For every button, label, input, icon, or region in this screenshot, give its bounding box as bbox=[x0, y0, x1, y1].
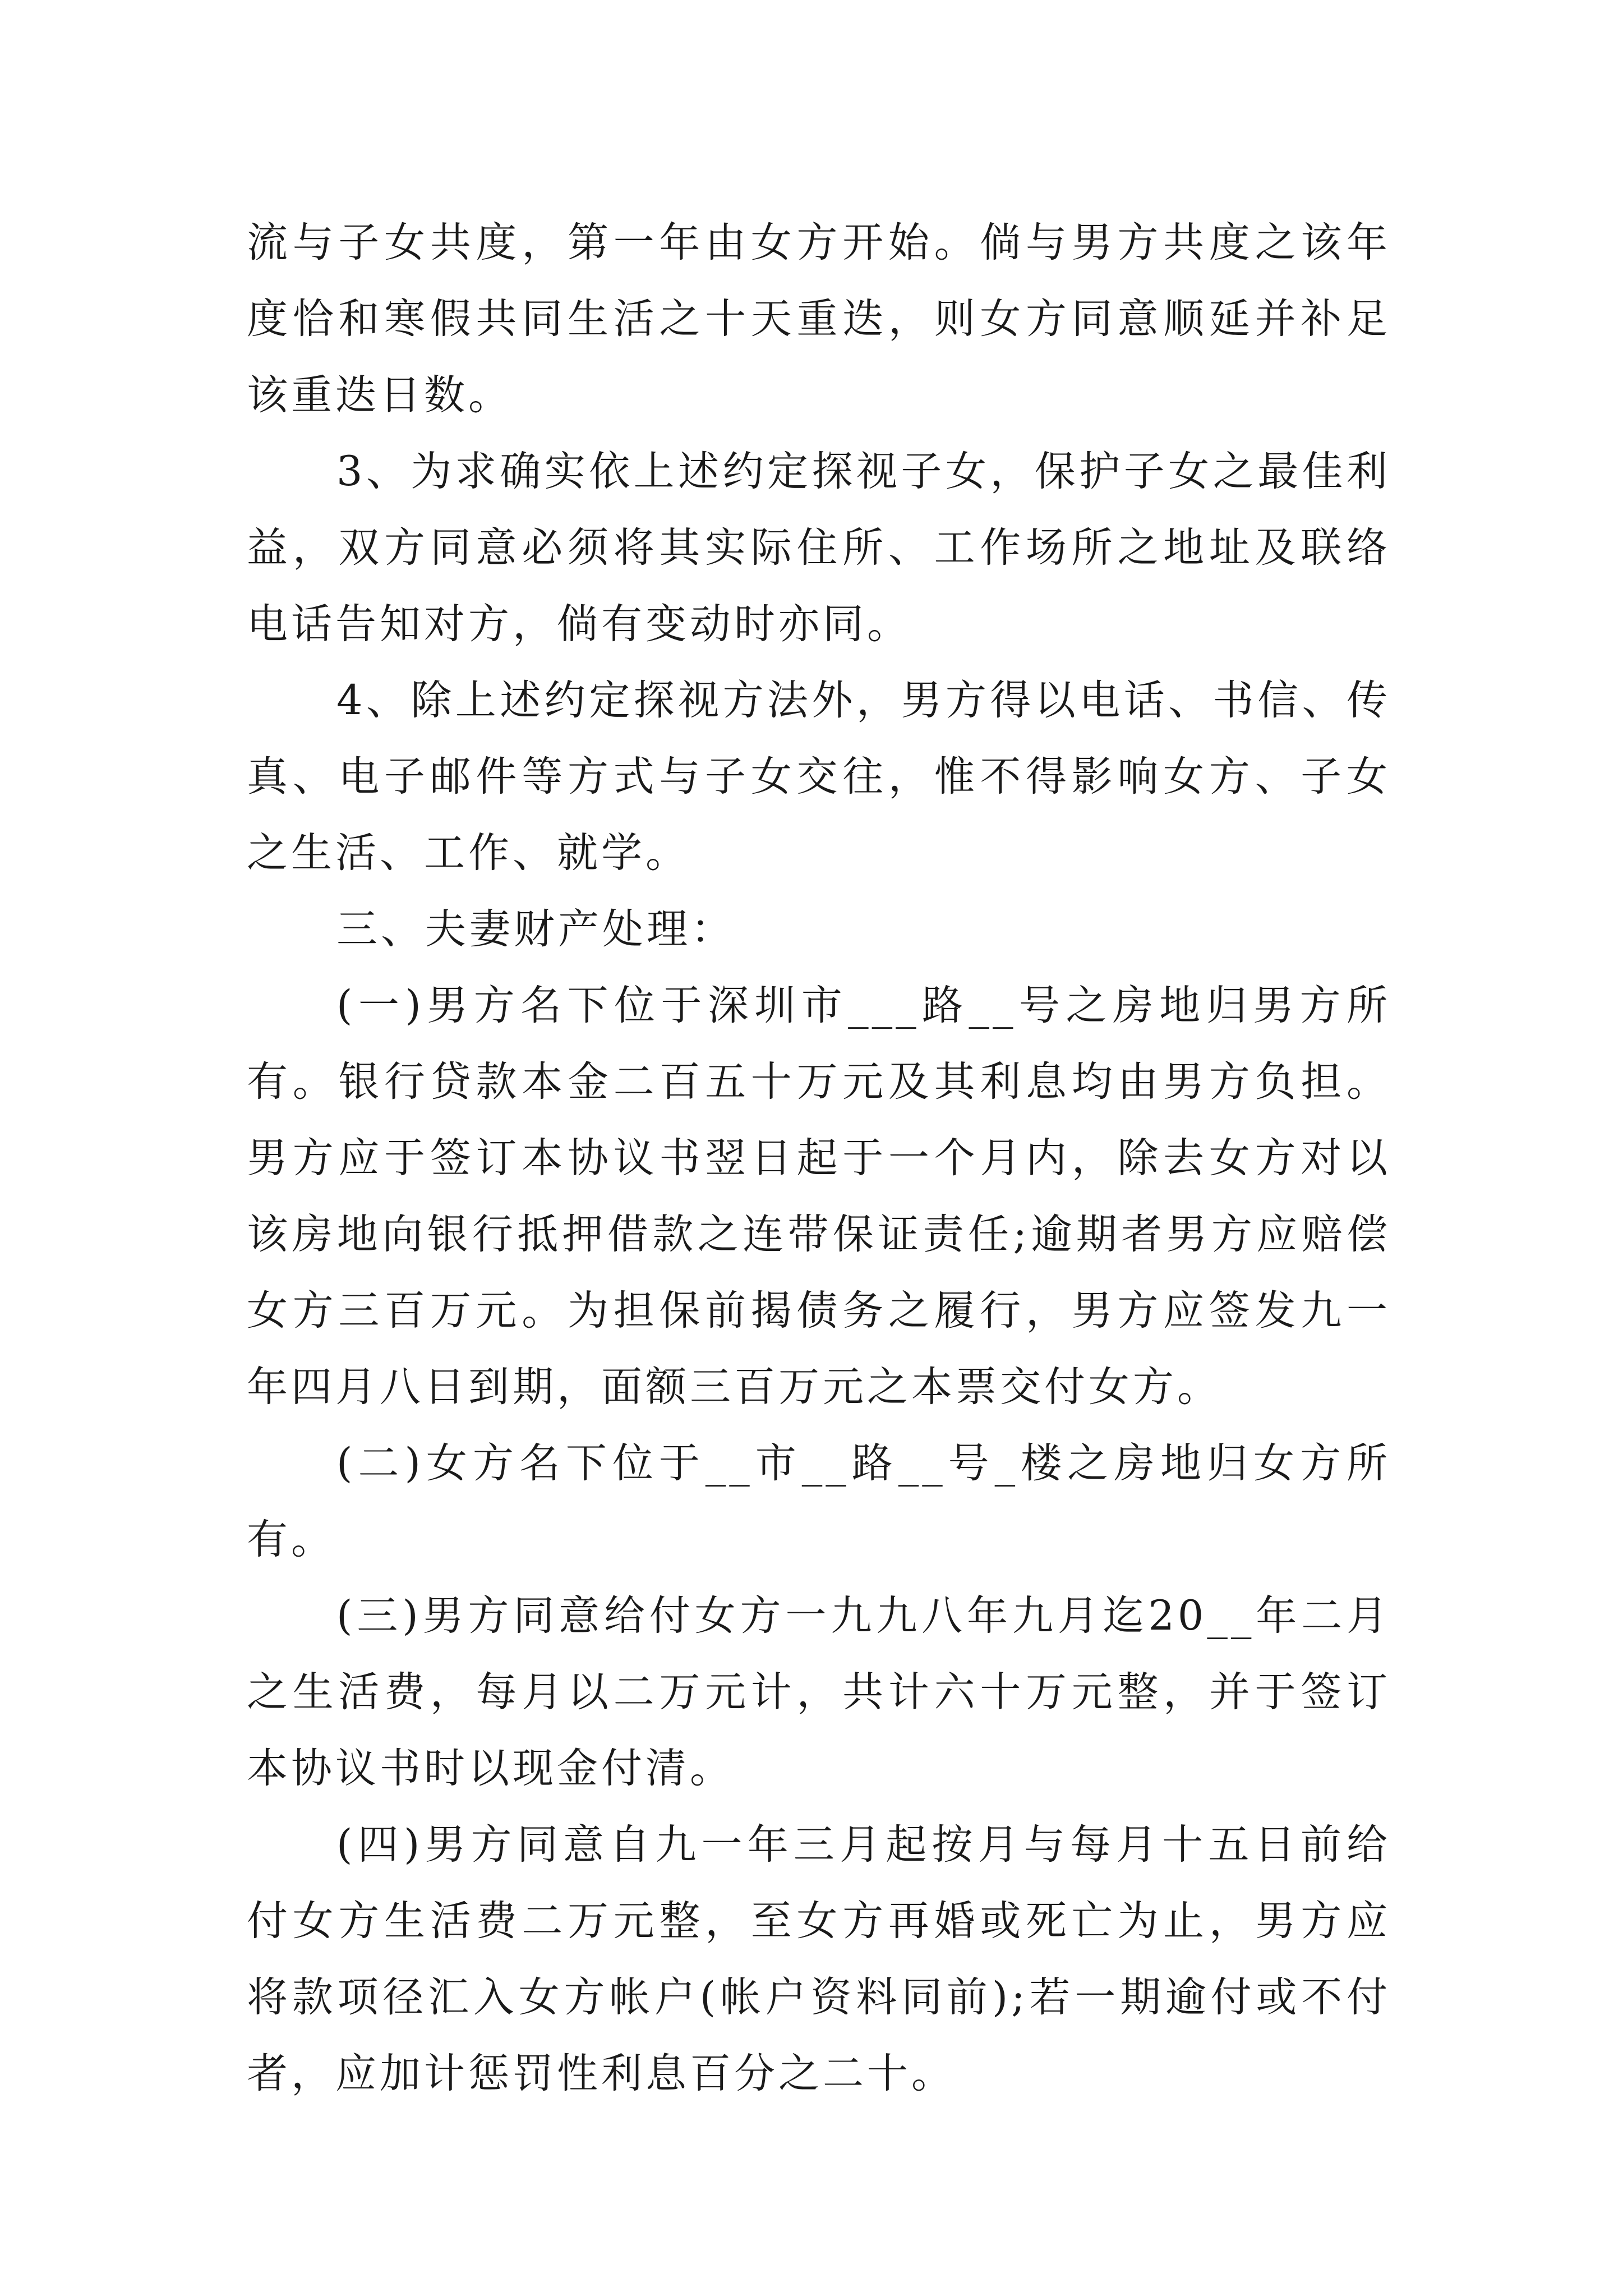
section-heading-property: 三、夫妻财产处理： bbox=[336, 905, 735, 953]
paragraph-clause-3: 3、为求确实依上述约定探视子女，保护子女之最佳利益，双方同意必须将其实际住所、工作场所之地址及联络电话告知对方，倘有变动时亦同。 bbox=[247, 448, 1391, 648]
document-body bbox=[247, 205, 1391, 2112]
paragraph-visitation-continued: 流与子女共度，第一年由女方开始。倘与男方共度之该年度恰和寒假共同生活之十天重迭，则女方同意顺延并补足该重迭日数。 bbox=[247, 219, 1391, 419]
paragraph-clause-4: 4、除上述约定探视方法外，男方得以电话、书信、传真、电子邮件等方式与子女交往，惟不得影响女方、子女之生活、工作、就学。 bbox=[247, 677, 1391, 877]
paragraph-property-1: (一)男方名下位于深圳市___路__号之房地归男方所有。银行贷款本金二百五十万元及其利息均由男方负担。男方应于签订本协议书翌日起于一个月内，除去女方对以该房地向银行抵押借款之连带保证责任;逾期者男方应赔偿女方三百万元。为担保前揭债务之履行，男方应签发九一年四月八日到期，面额三百万元之本票交付女方。 bbox=[247, 982, 1391, 1411]
paragraph-property-4: (四)男方同意自九一年三月起按月与每月十五日前给付女方生活费二万元整，至女方再婚或死亡为止，男方应将款项径汇入女方帐户(帐户资料同前);若一期逾付或不付者，应加计惩罚性利息百分之二十。 bbox=[247, 1821, 1391, 2097]
paragraph-property-2: (二)女方名下位于__市__路__号_楼之房地归女方所有。 bbox=[247, 1439, 1391, 1563]
paragraph-property-3: (三)男方同意给付女方一九九八年九月迄20__年二月之生活费，每月以二万元计，共计六十万元整，并于签订本协议书时以现金付清。 bbox=[247, 1592, 1391, 1792]
